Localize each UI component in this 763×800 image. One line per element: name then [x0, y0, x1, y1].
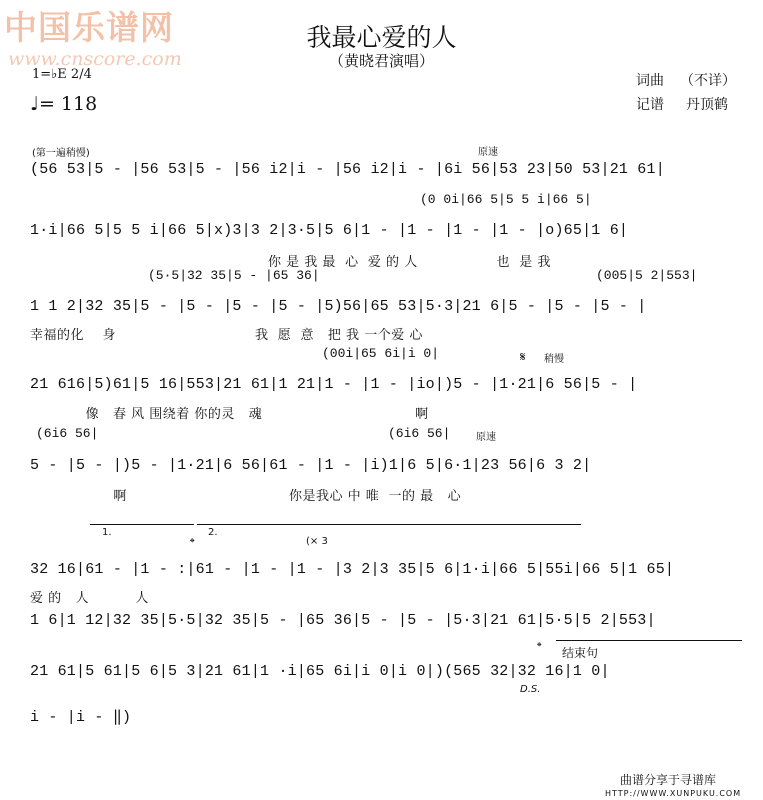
song-title: 我最心爱的人	[306, 23, 457, 52]
lyricist-name: （不详）	[680, 73, 736, 89]
countermelody-3b: (005|5 2|553|	[596, 268, 698, 283]
coda-icon: 𝄌	[190, 536, 195, 551]
footer-text: 曲谱分享于寻谱库	[620, 773, 717, 787]
score-line-8: 21 61|5 61|5 6|5 3|21 61|1 ·i|65 6i|i 0|i 0|)(565 32|32 16|1 0|	[30, 663, 610, 680]
segno-icon: 𝄋	[520, 350, 526, 365]
original-tempo-mark: 原速	[478, 147, 498, 158]
repeat-times-mark: (× 3	[306, 536, 328, 547]
volta-2-label: 2.	[208, 527, 218, 538]
countermelody-2: (0 0i|66 5|5 5 i|66 5|	[420, 192, 592, 207]
lyricist-label: 词曲	[636, 73, 664, 89]
countermelody-3a: (5·5|32 35|5 - |65 36|	[148, 268, 320, 283]
lyrics-line-6: 爱 的 人 人	[30, 591, 149, 606]
coda-bracket	[556, 640, 742, 641]
score-line-3: 1 1 2|32 35|5 - |5 - |5 - |5 - |5)56|65 53|5·3|21 6|5 - |5 - |5 - |	[30, 298, 647, 315]
score-line-9: i - |i - ‖)	[30, 709, 132, 726]
lyrics-line-2: 你 是 我 最 心 爱 的 人 也 是 我	[268, 255, 551, 270]
lyrics-line-5: 啊 你是我心 中 唯 一的 最 心	[30, 489, 462, 504]
key-signature: 1=♭E 2/4	[32, 67, 92, 82]
countermelody-4: (00i|65 6i|i 0|	[322, 346, 440, 361]
volta-2-bracket	[197, 524, 581, 525]
score-line-4: 21 616|5)61|5 16|553|21 61|1 21|1 - |1 - |io|)5 - |1·21|6 56|5 - |	[30, 376, 638, 393]
score-line-2: 1·i|66 5|5 5 i|66 5|x)3|3 2|3·5|5 6|1 - |1 - |1 - |1 - |o)65|1 6|	[30, 222, 629, 239]
coda-icon-2: 𝄌	[537, 640, 542, 655]
slightly-slow-mark: 稍慢	[544, 354, 564, 365]
lyrics-line-3: 幸福的化 身 我 愿 意 把 我 一个爱 心	[30, 328, 423, 343]
transcriber-label: 记谱	[636, 97, 664, 113]
score-line-5: 5 - |5 - |)5 - |1·21|6 56|61 - |1 - |i)1|6 5|6·1|23 56|6 3 2|	[30, 457, 592, 474]
lyrics-line-4: 像 春 风 围绕着 你的灵 魂 啊	[30, 407, 429, 422]
score-line-1: (56 53|5 - |56 53|5 - |56 i2|i - |56 i2|i - |6i 56|53 23|50 53|21 61|	[30, 161, 665, 178]
watermark-logo: 中国乐谱网	[4, 8, 174, 47]
countermelody-5a: (6i6 56|	[36, 426, 99, 441]
original-tempo-mark-2: 原速	[476, 432, 496, 443]
coda-label: 结束句	[562, 646, 599, 660]
transcriber-name: 丹顶鹤	[686, 97, 728, 113]
volta-1-label: 1.	[102, 527, 112, 538]
watermark-url: www.cnscore.com	[8, 48, 182, 70]
ds-mark: D.S.	[520, 684, 541, 695]
first-time-slow-mark: (第一遍稍慢)	[32, 148, 90, 159]
song-subtitle: （黄晓君演唱）	[328, 52, 434, 70]
score-line-7: 1 6|1 12|32 35|5·5|32 35|5 - |65 36|5 - |5 - |5·3|21 61|5·5|5 2|553|	[30, 612, 656, 629]
footer-url[interactable]: HTTP://WWW.XUNPUKU.COM	[605, 789, 742, 798]
tempo-marking: ♩= 118	[30, 93, 98, 115]
volta-1-bracket	[90, 524, 194, 525]
countermelody-5b: (6i6 56|	[388, 426, 451, 441]
score-line-6: 32 16|61 - |1 - :|61 - |1 - |1 - |3 2|3 35|5 6|1·i|66 5|55i|66 5|1 65|	[30, 561, 675, 578]
